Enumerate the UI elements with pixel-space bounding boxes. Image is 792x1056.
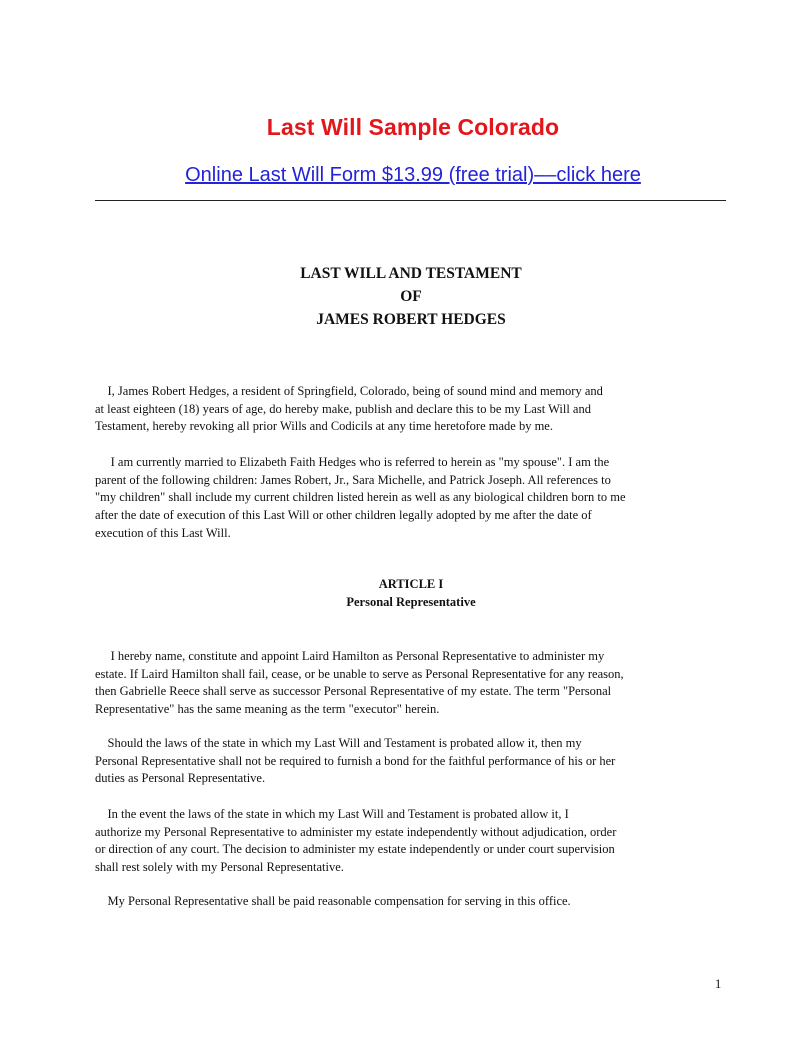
paragraph-line: shall rest solely with my Personal Representative. bbox=[95, 860, 344, 875]
article-paragraph bbox=[95, 735, 735, 788]
paragraph-line: I hereby name, constitute and appoint Laird Hamilton as Personal Representative to administer my bbox=[95, 649, 605, 663]
paragraph-line: authorize my Personal Representative to administer my estate independently without adjudication, order bbox=[95, 824, 617, 839]
intro-paragraph bbox=[95, 383, 735, 436]
paragraph-line: My Personal Representative shall be paid reasonable compensation for serving in this office. bbox=[95, 894, 571, 908]
article-number: ARTICLE I bbox=[378, 577, 444, 591]
article-heading: Personal Representative bbox=[346, 595, 476, 609]
header-divider bbox=[95, 200, 726, 201]
article-paragraph bbox=[95, 648, 735, 719]
paragraph-line: at least eighteen (18) years of age, do hereby make, publish and declare this to be my Last Will and bbox=[95, 401, 591, 416]
paragraph-line: In the event the laws of the state in which my Last Will and Testament is probated allow it, I bbox=[95, 807, 569, 821]
paragraph-line: execution of this Last Will. bbox=[95, 525, 231, 540]
paragraph-line: Testament, hereby revoking all prior Wills and Codicils at any time heretofore made by me. bbox=[95, 419, 553, 434]
page-title: Last Will Sample Colorado bbox=[266, 114, 560, 140]
paragraph-line: parent of the following children: James Robert, Jr., Sara Michelle, and Patrick Joseph. All references to bbox=[95, 472, 611, 487]
article-paragraph bbox=[95, 806, 735, 877]
paragraph-line: or direction of any court. The decision to administer my estate independently or under court supervision bbox=[95, 842, 615, 857]
paragraph-line: then Gabrielle Reece shall serve as successor Personal Representative of my estate. The term "Personal bbox=[95, 684, 612, 699]
paragraph-line: I am currently married to Elizabeth Faith Hedges who is referred to herein as "my spouse". I am the bbox=[95, 455, 610, 469]
online-form-link[interactable]: Online Last Will Form $13.99 (free trial)––click here bbox=[185, 164, 641, 186]
document-title-line: JAMES ROBERT HEDGES bbox=[316, 311, 506, 328]
paragraph-line: duties as Personal Representative. bbox=[95, 771, 266, 786]
paragraph-line: Should the laws of the state in which my Last Will and Testament is probated allow it, then my bbox=[95, 736, 582, 750]
paragraph-line: I, James Robert Hedges, a resident of Springfield, Colorado, being of sound mind and memory and bbox=[95, 384, 603, 398]
paragraph-line: Representative" has the same meaning as the term "executor" herein. bbox=[95, 702, 440, 717]
paragraph-line: after the date of execution of this Last Will or other children legally adopted by me after the date of bbox=[95, 508, 592, 523]
paragraph-line: Personal Representative shall not be required to furnish a bond for the faithful performance of his or her bbox=[95, 753, 616, 768]
page-number: 1 bbox=[715, 977, 722, 991]
document-title-line: OF bbox=[400, 288, 422, 305]
paragraph-line: "my children" shall include my current children listed herein as well as any biological children born to me bbox=[95, 490, 626, 505]
document-title-line: LAST WILL AND TESTAMENT bbox=[300, 265, 522, 282]
intro-paragraph bbox=[95, 454, 735, 543]
article-paragraph bbox=[95, 893, 735, 911]
paragraph-line: estate. If Laird Hamilton shall fail, cease, or be unable to serve as Personal Representative for any reason, bbox=[95, 666, 624, 681]
